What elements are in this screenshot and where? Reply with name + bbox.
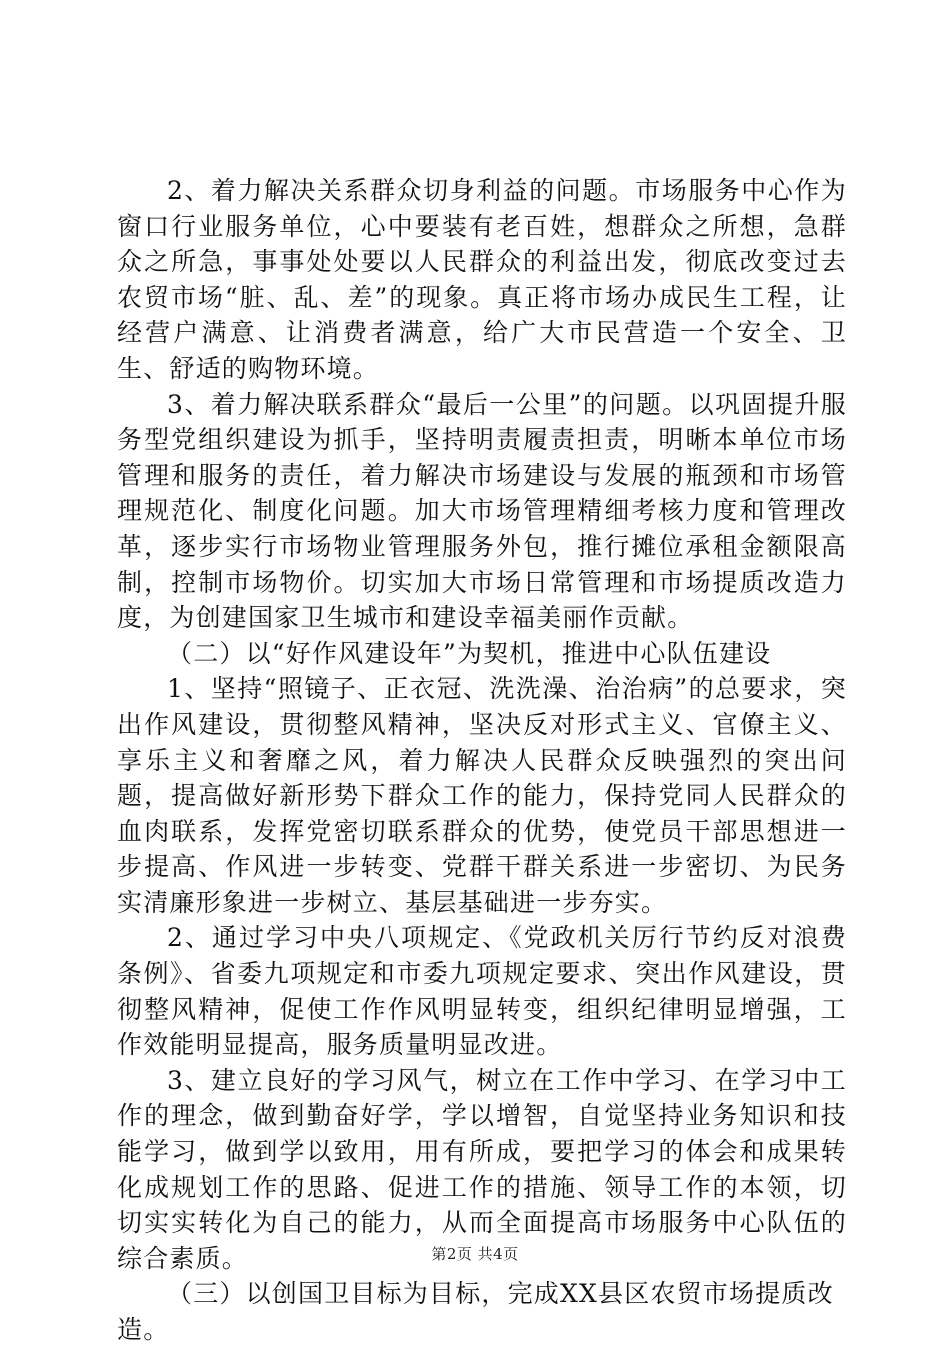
- document-body: [117, 173, 847, 1348]
- paragraph-section2-item-3: 3、建立良好的学习风气，树立在工作中学习、在学习中工作的理念，做到勤奋好学，学以增智，自觉坚持业务知识和技能学习，做到学以致用，用有所成，要把学习的体会和成果转化成规划工作的思路、促进工作的措施、领导工作的本领，切切实实转化为自己的能力，从而全面提高市场服务中心队伍的综合素质。: [117, 1065, 847, 1273]
- paragraph-section2-item-1: 1、坚持“照镜子、正衣冠、洗洗澡、治治病”的总要求，突出作风建设，贯彻整风精神，坚决反对形式主义、官僚主义、享乐主义和奢靡之风，着力解决人民群众反映强烈的突出问题，提高做好新形势下群众工作的能力，保持党同人民群众的血肉联系，发挥党密切联系群众的优势，使党员干部思想进一步提高、作风进一步转变、党群干群关系进一步密切、为民务实清廉形象进一步树立、基层基础进一步夯实。: [117, 674, 847, 917]
- paragraph-item-3: 3、着力解决联系群众“最后一公里”的问题。以巩固提升服务型党组织建设为抓手，坚持明责履责担责，明晰本单位市场管理和服务的责任，着力解决市场建设与发展的瓶颈和市场管理规范化、制度化问题。加大市场管理精细考核力度和管理改革，逐步实行市场物业管理服务外包，推行摊位承租金额限高制，控制市场物价。切实加大市场日常管理和市场提质改造力度，为创建国家卫生城市和建设幸福美丽作贡献。: [117, 389, 847, 633]
- section-heading-2: （二）以“好作风建设年”为契机，推进中心队伍建设: [167, 638, 772, 668]
- section-heading-3: （三）以创国卫目标为目标，完成XX县区农贸市场提质改造。: [117, 1279, 834, 1344]
- paragraph-item-2: 2、着力解决关系群众切身利益的问题。市场服务中心作为窗口行业服务单位，心中要装有老百姓，想群众之所想，急群众之所急，事事处处要以人民群众的利益出发，彻底改变过去农贸市场“脏、乱、差”的现象。真正将市场办成民生工程，让经营户满意、让消费者满意，给广大市民营造一个安全、卫生、舒适的购物环境。: [117, 176, 847, 383]
- paragraph-section2-item-2: 2、通过学习中央八项规定、《党政机关厉行节约反对浪费条例》、省委九项规定和市委九项规定要求、突出作风建设，贯彻整风精神，促使工作作风明显转变，组织纪律明显增强，工作效能明显提高，服务质量明显改进。: [117, 923, 847, 1060]
- page-number-footer: 第2页 共4页: [431, 1245, 519, 1263]
